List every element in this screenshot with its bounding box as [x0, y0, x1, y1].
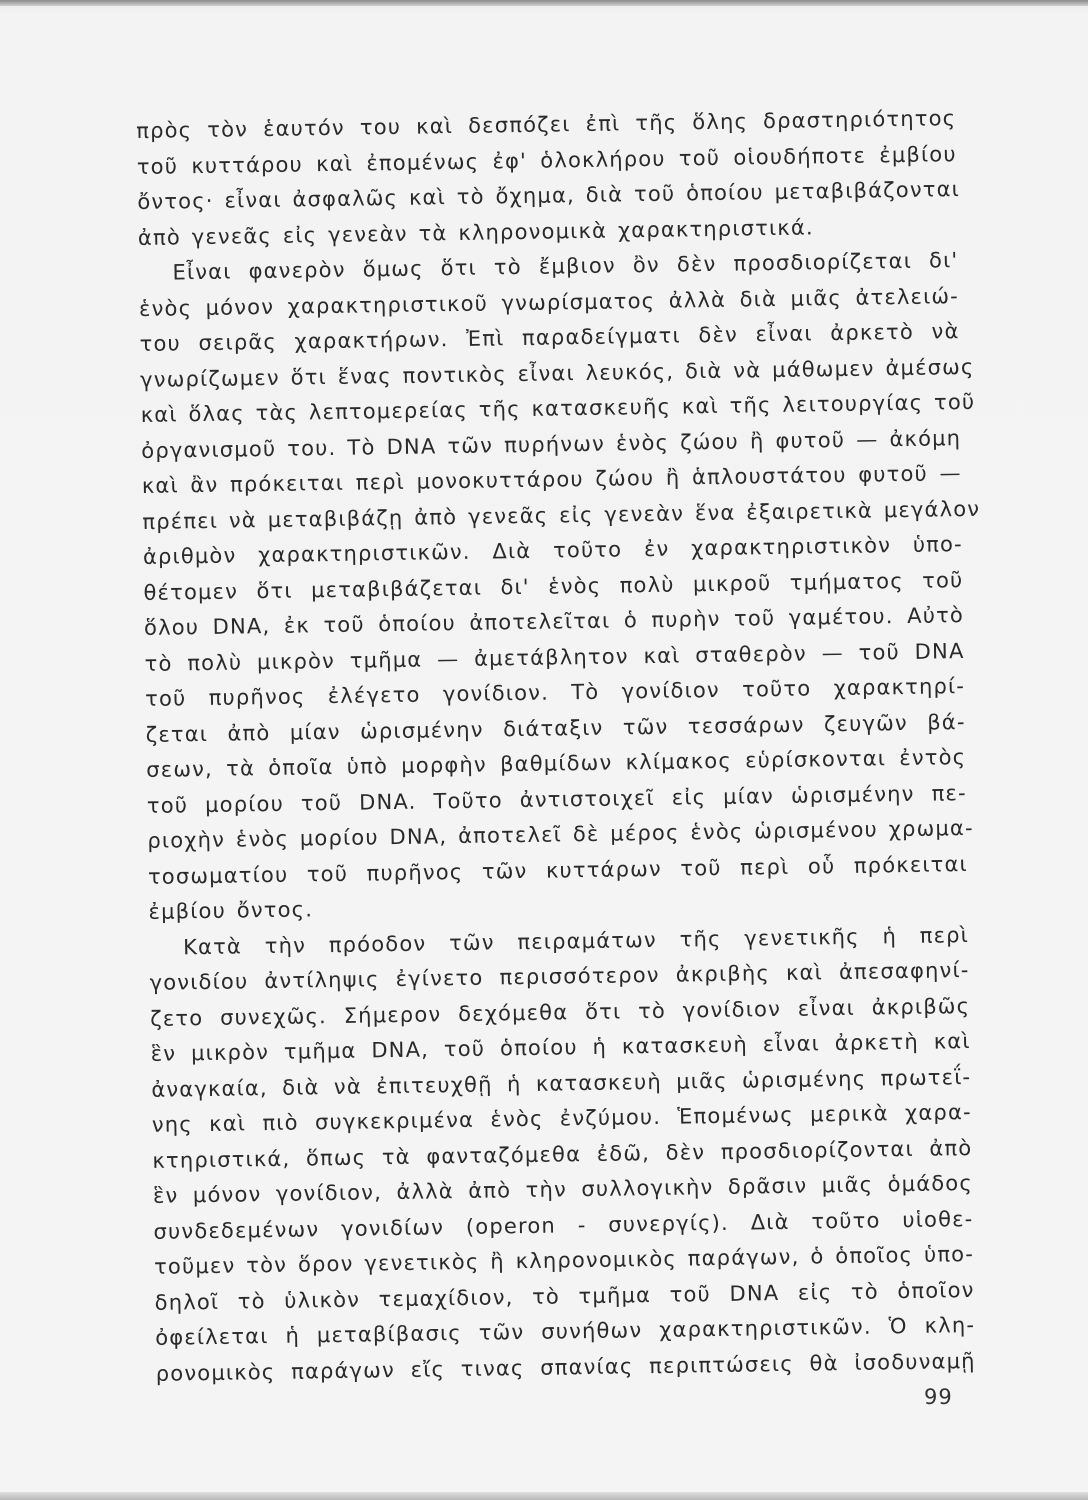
page-number: 99 — [924, 1385, 953, 1409]
text-line: καὶ ἂν πρόκειται περὶ μονοκυττάρου ζώου ἢ ἁπλουστάτου φυτοῦ — — [141, 461, 962, 498]
text-line: ὀργανισμοῦ του. Τὸ DNA τῶν πυρήνων ἑνὸς ζώου ἢ φυτοῦ — ἀκόμη — [141, 425, 962, 463]
text-line: ὄντος· εἶναι ἀσφαλῶς καὶ τὸ ὄχημα, διὰ τοῦ ὁποίου μεταβιβάζονται — [137, 177, 961, 214]
text-line: καὶ ὅλας τὰς λεπτομερείας τῆς κατασκευῆς καὶ τῆς λειτουργίας τοῦ — [140, 389, 976, 427]
text-line: δηλοῖ τὸ ὑλικὸν τεμαχίδιον, τὸ τμῆμα τοῦ DNA εἰς τὸ ὁποῖον — [154, 1277, 975, 1315]
text-line: ριοχὴν ἑνὸς μορίου DNA, ἀποτελεῖ δὲ μέρος ἑνὸς ὡρισμένου χρωμα- — [147, 815, 974, 853]
text-line: γονιδίου ἀντίληψις ἐγίνετο περισσότερον ἀκριβὴς καὶ ἀπεσαφηνί- — [149, 958, 970, 995]
text-line: γνωρίζωμεν ὅτι ἕνας ποντικὸς εἶναι λευκός, διὰ νὰ μάθωμεν ἀμέσως — [139, 354, 975, 392]
text-line: ἑνὸς μόνον χαρακτηριστικοῦ γνωρίσματος ἀλλὰ διὰ μιᾶς ἀτελειώ- — [138, 283, 960, 321]
text-line: θέτομεν ὅτι μεταβιβάζεται δι' ἑνὸς πολὺ μικροῦ τμήματος τοῦ — [143, 567, 964, 605]
text-line: ρονομικὸς παράγων εἴς τινας σπανίας περιπτώσεις θὰ ἰσοδυναμῇ — [155, 1348, 976, 1386]
text-line: ὅλου DNA, ἐκ τοῦ ὁποίου ἀποτελεῖται ὁ πυρὴν τοῦ γαμέτου. Αὐτὸ — [143, 603, 965, 640]
text-line: ἀριθμὸν χαρακτηριστικῶν. Διὰ τοῦτο ἐν χαρακτηριστικὸν ὑπο- — [142, 532, 964, 569]
text-line: σεων, τὰ ὁποῖα ὑπὸ μορφὴν βαθμίδων κλίμακος εὑρίσκονται ἐντὸς — [146, 745, 967, 782]
text-line: ζετο συνεχῶς. Σήμερον δεχόμεθα ὅτι τὸ γονίδιον εἶναι ἀκριβῶς — [150, 993, 971, 1031]
text-line: τοῦ κυττάρου καὶ ἐπομένως ἐφ' ὁλοκλήρου τοῦ οἱουδήποτε ἐμβίου — [136, 141, 957, 179]
body-text — [136, 101, 981, 1392]
paragraph-start-line: Κατὰ τὴν πρόοδον τῶν πειραμάτων τῆς γενετικῆς ἡ περὶ — [182, 922, 970, 959]
text-line: πρὸς τὸν ἑαυτόν του καὶ δεσπόζει ἐπὶ τῆς ὅλης δραστηριότητος — [136, 106, 957, 143]
text-line: τοῦ πυρῆνος ἐλέγετο γονίδιον. Τὸ γονίδιον τοῦτο χαρακτηρί- — [145, 674, 966, 711]
text-line: ὀφείλεται ἡ μεταβίβασις τῶν συνήθων χαρακτηριστικῶν. Ὁ κλη- — [155, 1312, 976, 1350]
text-line: ζεται ἀπὸ μίαν ὡρισμένην διάταξιν τῶν τεσσάρων ζευγῶν βά- — [145, 709, 966, 747]
page-top-edge — [0, 0, 1088, 6]
text-line: τὸ πολὺ μικρὸν τμῆμα — ἀμετάβλητον καὶ σταθερὸν — τοῦ DNA — [144, 638, 965, 676]
text-line: τοῦμεν τὸν ὅρον γενετικὸς ἢ κληρονομικὸς παράγων, ὁ ὁποῖος ὑπο- — [153, 1241, 975, 1279]
text-line: ἀναγκαία, διὰ νὰ ἐπιτευχθῇ ἡ κατασκευὴ μιᾶς ὡρισμένης πρωτεΐ- — [151, 1064, 972, 1102]
text-line: πρέπει νὰ μεταβιβάζῃ ἀπὸ γενεᾶς εἰς γενεὰν ἕνα ἐξαιρετικὰ μεγάλον — [142, 496, 981, 534]
page-bottom-edge — [0, 1492, 1088, 1500]
text-line: τοῦ μορίου τοῦ DNA. Τοῦτο ἀντιστοιχεῖ εἰς μίαν ὡρισμένην πε- — [146, 780, 967, 818]
paragraph-start-line: Εἶναι φανερὸν ὅμως ὅτι τὸ ἔμβιον ὂν δὲν προσδιορίζεται δι' — [172, 248, 959, 285]
text-line: συνδεδεμένων γονιδίων (operon - συνεργίς). Διὰ τοῦτο υἱοθε- — [153, 1206, 974, 1244]
text-line: ἓν μικρὸν τμῆμα DNA, τοῦ ὁποίου ἡ κατασκευὴ εἶναι ἀρκετὴ καὶ — [150, 1029, 971, 1066]
text-line: τοσωματίου τοῦ πυρῆνος τῶν κυττάρων τοῦ περὶ οὗ πρόκειται — [147, 851, 969, 889]
text-line: κτηριστικά, ὅπως τὰ φανταζόμεθα ἐδῶ, δὲν προσδιορίζονται ἀπὸ — [152, 1135, 973, 1173]
text-line: νης καὶ πιὸ συγκεκριμένα ἑνὸς ἐνζύμου. Ἑπομένως μερικὰ χαρα- — [151, 1099, 972, 1137]
text-line: ἐμβίου ὄντος. — [148, 897, 314, 924]
text-line: του σειρᾶς χαρακτήρων. Ἐπὶ παραδείγματι δὲν εἶναι ἀρκετὸ νὰ — [139, 319, 960, 356]
text-line: ἀπὸ γενεᾶς εἰς γενεὰν τὰ κληρονομικὰ χαρακτηριστικά. — [137, 214, 814, 250]
text-line: ἓν μόνον γονίδιον, ἀλλὰ ἀπὸ τὴν συλλογικὴν δρᾶσιν μιᾶς ὁμάδος — [152, 1170, 974, 1208]
